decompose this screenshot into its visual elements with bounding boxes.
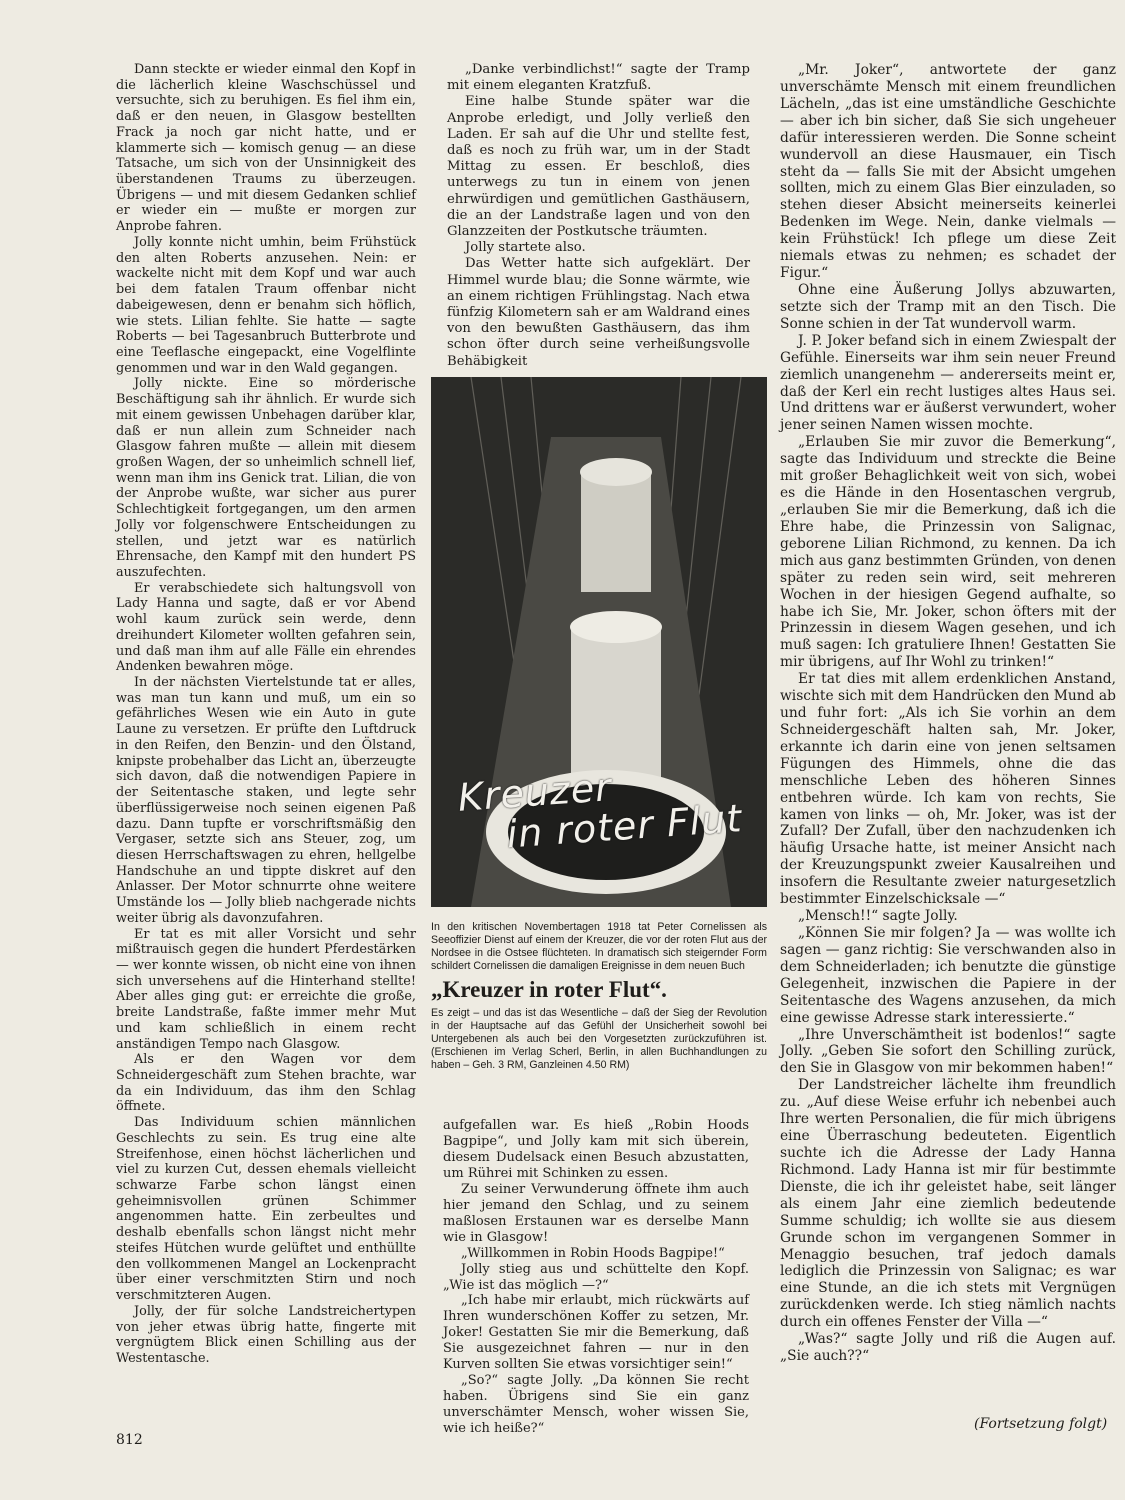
paragraph: „Was?“ sagte Jolly und riß die Augen auf. „Sie auch??“: [780, 1331, 1116, 1365]
paragraph: „Mensch!!“ sagte Jolly.: [798, 908, 958, 925]
paragraph: „Danke verbindlichst!“ sagte der Tramp mit einem eleganten Kratzfuß.: [447, 62, 750, 94]
photo-headline: Kreuzer in roter Flut: [456, 765, 744, 857]
paragraph: Jolly startete also.: [465, 240, 586, 256]
paragraph: Eine halbe Stunde später war die Anprobe erledigt, und Jolly verließ den Laden. Er sah auf die Uhr und stellte fest, daß es noch zu früh war, um in der Stadt Mittag zu essen. Er beschloß, dies unterwegs zu tun in einem von jenen ehrwürdigen und gemütlichen Gasthäusern, die an der Landstraße lagen und von den Glanzzeiten der Postkutsche träumten.: [447, 94, 750, 240]
paragraph: Als er den Wagen vor dem Schneidergeschäft zum Stehen brachte, war da ein Individuum, das ihm den Schlag öffnete.: [116, 1052, 416, 1115]
paragraph: In der nächsten Viertelstunde tat er alles, was man tun kann und muß, um ein so gefährliches Wesen wie ein Auto in gute Laune zu versetzen. Er prüfte den Luftdruck in den Reifen, den Benzin- und den Ölstand, knipste probehalber das Licht an, überzeugte sich davon, daß die notwendigen Papiere in der Seitentasche staken, und legte sehr überflüssigerweise noch seinen eigenen Paß dazu. Dann tupfte er vorschriftsmäßig den Vergaser, setzte sich ans Steuer, zog, um diesen Herrschaftswagen zu ehren, hellgelbe Handschuhe an und tippte diskret auf den Anlasser. Der Motor schnurrte ohne weitere Umstände los — Jolly blieb nachgerade nichts weiter übrig als davonzufahren.: [116, 675, 416, 926]
paragraph: Jolly nickte. Eine so mörderische Beschäftigung sah ihr ähnlich. Er wurde sich mit einem gewissen Unbehagen darüber klar, daß er nun allein zum Schneider nach Glasgow fahren mußte — allein mit diesem großen Wagen, der so unheimlich schnell lief, wenn man ihm ins Genick trat. Lilian, die von der Anprobe wußte, war sicher aus purer Schlechtigkeit fortgegangen, um den armen Jolly vor folgenschwere Entscheidungen zu stellen, und jetzt war es natürlich Ehrensache, den Kampf mit den hundert PS auszufechten.: [116, 376, 416, 580]
paragraph: Ohne eine Äußerung Jollys abzuwarten, setzte sich der Tramp mit an den Tisch. Die Sonne schien in der Tat wundervoll warm.: [780, 281, 1116, 332]
paragraph: J. P. Joker befand sich in einem Zwiespalt der Gefühle. Einerseits war ihm sein neuer Freund ziemlich unangenehm — andererseits meint er, daß der Kerl ein recht lustiges altes Haus sei. Und drittens war er äußerst verwundert, woher jener seinen Namen wissen mochte.: [780, 332, 1116, 434]
paragraph: Jolly stieg aus und schüttelte den Kopf. „Wie ist das möglich —?“: [443, 1261, 749, 1293]
paragraph: Zu seiner Verwunderung öffnete ihm auch hier jemand den Schlag, und zu seinem maßlosen Erstaunen war es derselbe Mann wie in Glasgow!: [443, 1181, 749, 1245]
paragraph: „Ihre Unverschämtheit ist bodenlos!“ sagte Jolly. „Geben Sie sofort den Schilling zurück, den Sie in Glasgow von mir bekommen haben!“: [780, 1026, 1116, 1077]
paragraph: Dann steckte er wieder einmal den Kopf in die lächerlich kleine Waschschüssel und versuchte, sich zu beruhigen. Es fiel ihm ein, daß er den neuen, in Glasgow bestellten Frack ja noch gar nicht hatte, und er klammerte sich — komisch genug — an diese Tatsache, um sich von der Unsinnigkeit des überstandenen Traums zu überzeugen. Übrigens — und mit diesem Gedanken schlief er wieder ein — mußte er morgen zur Anprobe fahren.: [116, 62, 416, 235]
paragraph: „Mr. Joker“, antwortete der ganz unverschämte Mensch mit einem freundlichen Lächeln, „das ist eine umständliche Geschichte — aber ich bin sicher, daß Sie sich ungeheuer dafür interessieren werden. Die Sonne scheint wundervoll an diese Hausmauer, ein Tisch steht da — falls Sie mit der Absicht umgehen sollten, mich zu einem Glas Bier einzuladen, so stehen dieser Absicht meinerseits keinerlei Bedenken im Wege. Nein, danke vielmals — kein Frühstück! Ich pflege um diese Zeit niemals etwas zu nehmen; es schadet der Figur.“: [780, 62, 1116, 282]
paragraph: „Können Sie mir folgen? Ja — was wollte ich sagen — ganz richtig: Sie verschwanden also in dem Schneiderladen; ich benutzte die günstige Gelegenheit, inzwischen die Papiere in der Seitentasche des Wagens anzusehen, da mich eine gewisse Adresse stark interessierte.“: [780, 925, 1116, 1026]
paragraph: Er tat es mit aller Vorsicht und sehr mißtrauisch gegen die hundert Pferdestärken — wer konnte wissen, ob nicht eine von ihnen sich unversehens auf die Hinterhand stellte! Aber alles ging gut: er erreichte die große, breite Landstraße, faßte immer mehr Mut und kam schließlich in einem recht anständigen Tempo nach Glasgow.: [116, 926, 416, 1052]
paragraph: „Willkommen in Robin Hoods Bagpipe!“: [461, 1245, 725, 1261]
paragraph: aufgefallen war. Es hieß „Robin Hoods Bagpipe“, und Jolly kam mit sich überein, diesem Dudelsack einen Besuch abzustatten, um Rührei mit Schinken zu essen.: [443, 1118, 749, 1181]
paragraph: Jolly, der für solche Landstreichertypen von jeher etwas übrig hatte, fingerte mit vergnügtem Blick einen Schilling aus der Westentasche.: [116, 1303, 416, 1366]
book-title: „Kreuzer in roter Flut“.: [431, 977, 667, 1002]
ad-caption-body: Es zeigt – und das ist das Wesentliche – daß der Sieg der Revolution in der Hauptsache auf das Gefühl der Unsicherheit sowohl bei Untergebenen als auch bei den Vorgesetzten zurückzuführen ist. (Erschienen im Verlag Scherl, Berlin, in allen Buchhandlungen zu haben – Geh. 3 RM, Ganzleinen 4.50 RM): [431, 1007, 767, 1071]
ad-caption-intro: In den kritischen Novembertagen 1918 tat Peter Cornelissen als Seeoffizier Dienst auf einem der Kreuzer, die vor der roten Flut aus der Nordsee in die Ostsee flüchteten. In dramatisch sich steigernder Form schildert Cornelissen die damaligen Ereignisse in dem neuen Buch: [431, 921, 767, 972]
article-column-left: [116, 62, 416, 1367]
paragraph: Das Individuum schien männlichen Geschlechts zu sein. Es trug eine alte Streifenhose, einen höchst lächerlichen und viel zu kurzen Cut, dessen ehemals vielleicht schwarze Farbe schon längst einen geheimnisvollen grünen Schimmer angenommen hatte. Ein zerbeultes und deshalb ebenfalls schon längst nicht mehr steifes Hütchen wurde gelüftet und enthüllte den vollkommenen Mangel an Lockenpracht über einer verschmitzten Stirn und noch verschmitzteren Augen.: [116, 1115, 416, 1304]
article-column-middle-bottom: [443, 1118, 749, 1437]
paragraph: Er verabschiedete sich haltungsvoll von Lady Hanna und sagte, daß er vor Abend wohl kaum zurück sein werde, denn dreihundert Kilometer wollten gefahren sein, und daß man ihm auf alle Fälle ein ehrendes Andenken bewahren möge.: [116, 580, 416, 675]
continued-note: (Fortsetzung folgt): [974, 1416, 1108, 1432]
ad-caption: [431, 921, 767, 1072]
page-number: 812: [116, 1432, 143, 1448]
paragraph: „Erlauben Sie mir zuvor die Bemerkung“, sagte das Individuum und streckte die Beine mit großer Behaglichkeit weit von sich, wobei es die Hände in den Hosentaschen vergrub, „erlauben Sie mir die Bemerkung, daß ich die Ehre habe, die Prinzessin von Salignac, geborene Lilian Richmond, zu kennen. Da ich mich aus ganz bestimmten Gründen, von denen später zu reden sein wird, seit mehreren Wochen in der hiesigen Gegend aufhalte, so habe ich Sie, Mr. Joker, schon öfters mit der Prinzessin in diesem Wagen gesehen, und ich muß sagen: Ich gratuliere Ihnen! Gestatten Sie mir übrigens, auf Ihr Wohl zu trinken!“: [780, 434, 1116, 671]
paragraph: „So?“ sagte Jolly. „Da können Sie recht haben. Übrigens sind Sie ein ganz unverschämter Mensch, woher wissen Sie, wie ich heiße?“: [443, 1373, 749, 1437]
paragraph: Jolly konnte nicht umhin, beim Frühstück den alten Roberts anzusehen. Nein: er wackelte nicht mit dem Kopf und war auch bei dem fatalen Traum offenbar nicht dabeigewesen, denn er benahm sich höflich, wie stets. Lilian fehlte. Sie hatte — sagte Roberts — bei Tagesanbruch Butterbrote und eine Teeflasche eingepackt, eine Vogelflinte genommen und war in den Wald gegangen.: [116, 234, 416, 376]
article-column-right: [780, 62, 1116, 1365]
article-column-middle-top: [447, 62, 750, 370]
book-advertisement: [418, 377, 776, 1102]
cruiser-photo: [431, 377, 767, 907]
paragraph: Das Wetter hatte sich aufgeklärt. Der Himmel wurde blau; die Sonne wärmte, wie an einem richtigen Frühlingstag. Nach etwa fünfzig Kilometern sah er am Waldrand eines von den bewußten Gasthäusern, das ihm schon öfter durch seine verheißungsvolle Behäbigkeit: [447, 256, 750, 369]
paragraph: Er tat dies mit allem erdenklichen Anstand, wischte sich mit dem Handrücken den Mund ab und fuhr fort: „Als ich Sie vorhin an dem Schneidergeschäft halten sah, Mr. Joker, erkannte ich darin eine von jenen seltsamen Fügungen des Himmels, ohne die das menschliche Leben des höheren Sinnes entbehren würde. Ich kam von rechts, Sie kamen von links — oh, Mr. Joker, was ist der Zufall? Der Zufall, über den nachzudenken ich häufig Ursache hatte, ist meiner Ansicht nach der Kreuzungspunkt zweier Kausalreihen und insofern die Resultante zweier naturgesetzlich bestimmter Einzelschicksale —“: [780, 671, 1116, 908]
paragraph: Der Landstreicher lächelte ihm freundlich zu. „Auf diese Weise erfuhr ich nebenbei auch Ihre werten Personalien, die für mich übrigens eine Überraschung bedeuteten. Eigentlich suchte ich die Adresse der Lady Hanna Richmond. Lady Hanna ist mir für bestimmte Dienste, die ich ihr geleistet habe, seit länger als einem Jahr eine ziemlich bedeutende Summe schuldig; ich wollte sie aus diesem Grunde schon im vergangenen Sommer in Menaggio besuchen, traf jedoch damals lediglich die Prinzessin von Salignac; es war eine Stunde, an die ich stets mit Vergnügen zurückdenken werde. Ich stieg nämlich nachts durch ein offenes Fenster der Villa —“: [780, 1077, 1116, 1331]
paragraph: „Ich habe mir erlaubt, mich rückwärts auf Ihren wunderschönen Koffer zu setzen, Mr. Joker! Gestatten Sie mir die Bemerkung, daß Sie ausgezeichnet fahren — nur in den Kurven sollten Sie etwas vorsichtiger sein!“: [443, 1293, 749, 1373]
